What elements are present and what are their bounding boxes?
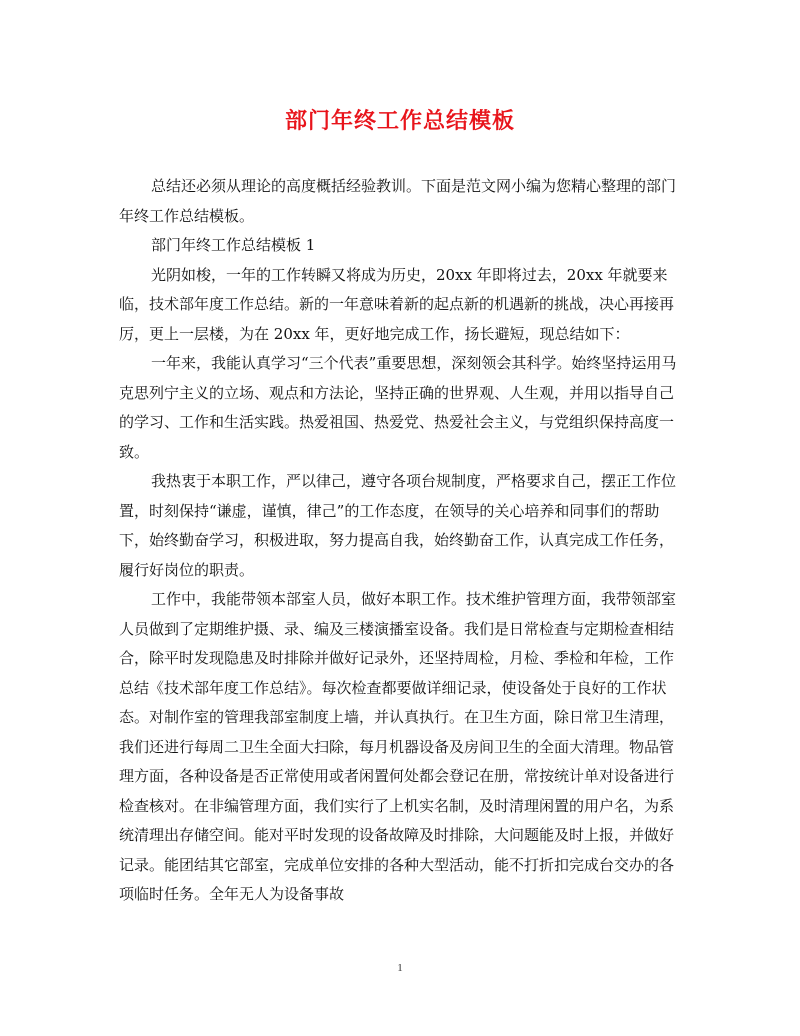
section-heading: 部门年终工作总结模板 1 xyxy=(151,236,316,254)
intro-paragraph: 总结还必须从理论的高度概括经验教训。下面是范文网小编为您精心整理的部门年终工作总结模板。 xyxy=(119,177,677,225)
document-title: 部门年终工作总结模板 xyxy=(284,108,515,134)
body-paragraph: 光阴如梭，一年的工作转瞬又将成为历史，20xx 年即将过去，20xx 年就要来临，技术部年度工作总结。新的一年意味着新的起点新的机遇新的挑战，决心再接再厉，更上一层楼，为在 20xx 年，更好地完成工作，扬长避短，现总结如下： xyxy=(119,265,675,343)
page-number: 1 xyxy=(397,962,403,974)
body-paragraph: 工作中，我能带领本部室人员，做好本职工作。技术维护管理方面，我带领部室人员做到了定期维护摄、录、编及三楼演播室设备。我们是日常检查与定期检查相结合，除平时发现隐患及时排除并做好记录外，还坚持周检，月检、季检和年检，工作总结《技术部年度工作总结》。每次检查都要做详细记录，使设备处于良好的工作状态。对制作室的管理我部室制度上墙，并认真执行。在卫生方面，除日常卫生清理，我们还进行每周二卫生全面大扫除，每月机器设备及房间卫生的全面大清理。物品管理方面，各种设备是否正常使用或者闲置何处都会登记在册，常按统计单对设备进行检查核对。在非编管理方面，我们实行了上机实名制，及时清理闲置的用户名，为系统清理出存储空间。能对平时发现的设备故障及时排除，大问题能及时上报，并做好记录。能团结其它部室，完成单位安排的各种大型活动，能不打折扣完成台交办的各项临时任务。全年无人为设备事故 xyxy=(119,590,677,903)
body-paragraph: 一年来，我能认真学习“三个代表”重要思想，深刻领会其科学。始终坚持运用马克思列宁主义的立场、观点和方法论，坚持正确的世界观、人生观，并用以指导自己的学习、工作和生活实践。热爱祖国、热爱党、热爱社会主义，与党组织保持高度一致。 xyxy=(119,354,677,461)
body-paragraph: 我热衷于本职工作，严以律己，遵守各项台规制度，严格要求自己，摆正工作位置，时刻保持“谦虚，谨慎，律己”的工作态度，在领导的关心培养和同事们的帮助下，始终勤奋学习，积极进取，努力提高自我，始终勤奋工作，认真完成工作任务，履行好岗位的职责。 xyxy=(119,472,677,579)
document-body xyxy=(119,172,681,910)
